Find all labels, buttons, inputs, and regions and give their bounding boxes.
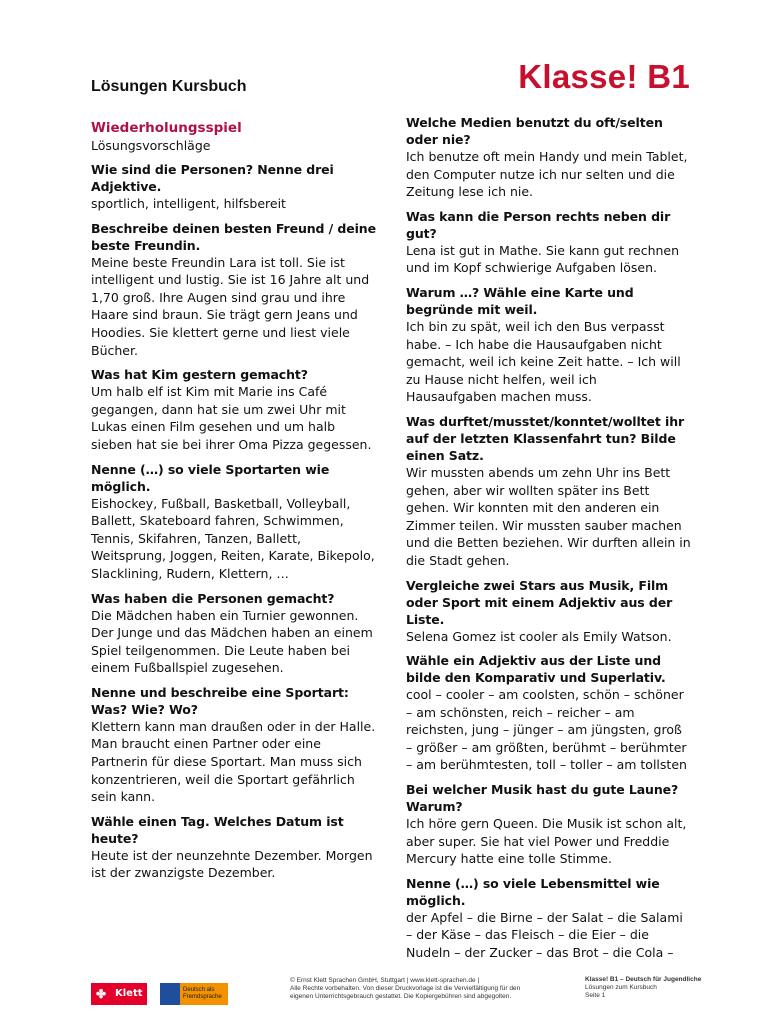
section-title: Wiederholungsspiel <box>91 120 242 136</box>
answer: Klettern kann man draußen oder in der Halle. Man braucht einen Partner oder eine Partnerin für diese Sportart. Man muss sich konzentrieren, weil die Sportart gefährlich sein kann. <box>91 718 376 805</box>
footer-book-subtitle: Lösungen zum Kursbuch <box>585 984 657 991</box>
footer-book-info <box>585 976 735 1000</box>
question: Was haben die Personen gemacht? <box>91 590 335 606</box>
page-number: Seite 1 <box>585 992 606 999</box>
copyright-line: © Ernst Klett Sprachen GmbH, Stuttgart | www.klett-sprachen.de | <box>290 977 480 984</box>
answer: Wir mussten abends um zehn Uhr ins Bett gehen, aber wir wollten später ins Bett gehen. Wir konnten mit den anderen ein Zimmer teilen. Wir mussten sauber machen und die Betten beziehen. Wir durften allein in die Stadt gehen. <box>406 464 691 568</box>
copyright-line: Alle Rechte vorbehalten. Von dieser Druckvorlage ist die Vervielfältigung für den eigenen Unterrichtsgebrauch gestattet. Die Kopiergebühren sind abgegolten. <box>290 985 521 1000</box>
question: Bei welcher Musik hast du gute Laune? Warum? <box>406 782 679 815</box>
klett-mark-icon: ✤ <box>91 983 111 1005</box>
klett-label: Klett <box>111 983 147 1005</box>
answer: Meine beste Freundin Lara ist toll. Sie ist intelligent und lustig. Sie ist 16 Jahre alt und 1,70 groß. Ihre Augen sind grau und ihre Haare sind braun. Sie trägt gern Jeans und Hoodies. Sie klettert gerne und liest viele Bücher. <box>91 254 370 358</box>
right-column <box>406 114 691 969</box>
question: Beschreibe deinen besten Freund / deine beste Freundin. <box>91 220 376 253</box>
copyright-notice <box>290 977 530 1001</box>
daf-square-icon <box>160 983 180 1005</box>
question: Welche Medien benutzt du oft/selten oder nie? <box>406 115 663 147</box>
answer: Ich höre gern Queen. Die Musik ist schon alt, aber super. Sie hat viel Power und Freddie Mercury hatte eine tolle Stimme. <box>406 816 687 867</box>
page-header-title: Lösungen Kursbuch <box>91 78 247 95</box>
question: Vergleiche zwei Stars aus Musik, Film oder Sport mit einem Adjektiv aus der Liste. <box>406 577 673 627</box>
klett-logo <box>91 983 147 1005</box>
section-subtitle: Lösungsvorschläge <box>91 138 211 153</box>
question: Was hat Kim gestern gemacht? <box>91 367 308 383</box>
answer: Ich bin zu spät, weil ich den Bus verpasst habe. – Ich habe die Hausaufgaben nicht gemacht, weil ich keine Zeit hatte. – Ich will zu Hause nicht helfen, weil ich Hausaufgaben machen muss. <box>406 318 681 405</box>
answer: sportlich, intelligent, hilfsbereit <box>91 196 286 211</box>
question: Wähle ein Adjektiv aus der Liste und bilde den Komparativ und Superlativ. <box>406 653 666 686</box>
answer: cool – cooler – am coolsten, schön – schöner – am schönsten, reich – reicher – am reichsten, jung – jünger – am jüngsten, groß – größer – am größten, berühmt – berühmter – am berühmtesten, toll – toller – am tollsten <box>406 687 687 773</box>
answer: Ich benutze oft mein Handy und mein Tablet, den Computer nutze ich nur selten und die Zeitung lese ich nie. <box>406 149 688 200</box>
answer: Die Mädchen haben ein Turnier gewonnen. Der Junge und das Mädchen haben an einem Spiel teilgenommen. Die Leute haben bei einem Fußballspiel zugesehen. <box>91 607 373 676</box>
question: Wie sind die Personen? Nenne drei Adjektive. <box>91 162 334 194</box>
answer: Eishockey, Fußball, Basketball, Volleyball, Ballett, Skateboard fahren, Schwimmen, Tennis, Skifahren, Tanzen, Ballett, Weitsprung, Joggen, Reiten, Karate, Bikepolo, Slacklining, Rudern, Klettern, … <box>91 495 375 581</box>
question: Wähle einen Tag. Welches Datum ist heute? <box>91 813 344 846</box>
daf-label: Deutsch als Fremdsprache <box>180 983 228 1005</box>
answer: Selena Gomez ist cooler als Emily Watson. <box>406 628 672 644</box>
question: Nenne und beschreibe eine Sportart: Was? Wie? Wo? <box>91 684 349 717</box>
brand-title: Klasse! B1 <box>518 58 690 95</box>
answer: Um halb elf ist Kim mit Marie ins Café gegangen, dann hat sie um zwei Uhr mit Lukas einen Film gesehen und um halb sieben hat sie bei ihrer Oma Pizza gegessen. <box>91 384 372 452</box>
left-column <box>91 120 376 889</box>
answer: Heute ist der neunzehnte Dezember. Morgen ist der zwanzigste Dezember. <box>91 847 373 881</box>
question: Was kann die Person rechts neben dir gut? <box>406 208 671 241</box>
question: Warum …? Wähle eine Karte und begründe mit weil. <box>406 284 634 317</box>
question: Nenne (…) so viele Sportarten wie möglich. <box>91 461 330 494</box>
question: Was durftet/musstet/konntet/wolltet ihr auf der letzten Klassenfahrt tun? Bilde einen Satz. <box>406 413 685 463</box>
footer-book-title: Klasse! B1 – Deutsch für Jugendliche <box>585 976 702 983</box>
daf-logo <box>160 983 228 1005</box>
answer: der Apfel – die Birne – der Salat – die Salami – der Käse – das Fleisch – die Eier – die Nudeln – der Zucker – das Brot – die Cola – <box>406 909 683 961</box>
question: Nenne (…) so viele Lebensmittel wie möglich. <box>406 875 660 908</box>
answer: Lena ist gut in Mathe. Sie kann gut rechnen und im Kopf schwierige Aufgaben lösen. <box>406 242 680 276</box>
